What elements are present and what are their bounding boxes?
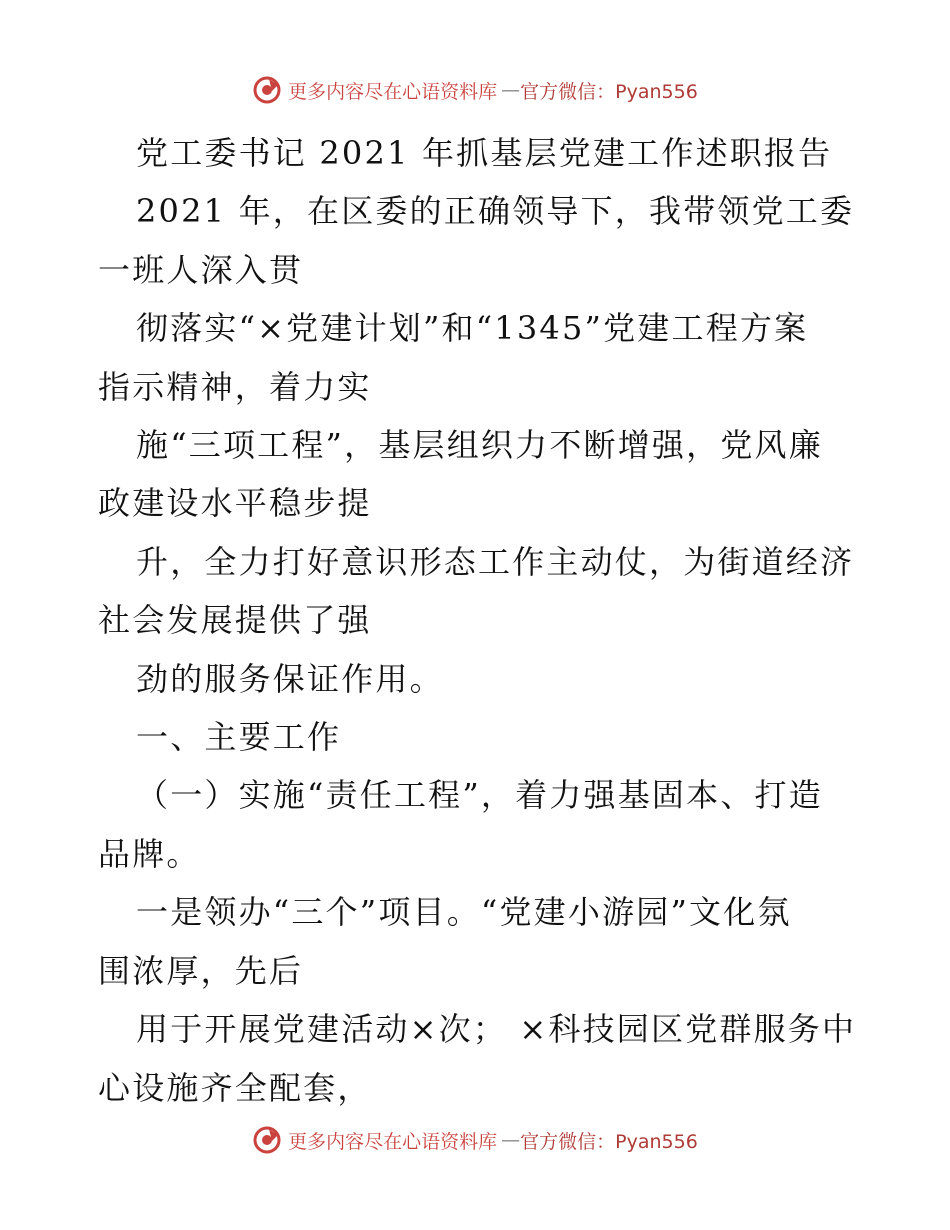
watermark-main-text: 更多内容尽在心语资料库: [288, 80, 498, 103]
section-heading: 一、主要工作: [136, 718, 342, 757]
watermark-banner-bottom: [0, 1120, 950, 1160]
brush-seal-logo-icon: [252, 75, 282, 105]
paragraph-line: 劲的服务保证作用。: [136, 659, 444, 698]
brush-seal-logo-icon: [252, 1125, 282, 1155]
paragraph-line: 用于开展党建活动×次； ×科技园区党群服务中: [136, 1010, 857, 1049]
paragraph-line: 一班人深入贯: [98, 250, 304, 289]
watermark-main-text: 更多内容尽在心语资料库: [288, 1130, 498, 1153]
paragraph-line: 升，全力打好意识形态工作主动仗，为街道经济: [136, 542, 855, 581]
paragraph-line: 围浓厚，先后: [98, 951, 304, 990]
paragraph-line: 社会发展提供了强: [98, 601, 372, 640]
paragraph-line: 2021 年，在区委的正确领导下，我带领党工委: [136, 192, 855, 231]
watermark-separator: —: [501, 79, 521, 101]
subsection-heading: （一）实施“责任工程”，着力强基固本、打造: [136, 776, 823, 815]
paragraph-line: 施“三项工程”，基层组织力不断增强，党风廉: [136, 426, 823, 465]
watermark-separator: —: [501, 1129, 521, 1151]
paragraph-line: 品牌。: [98, 834, 201, 873]
document-title: 党工委书记 2021 年抓基层党建工作述职报告: [136, 134, 833, 172]
document-body: [98, 124, 858, 1117]
paragraph-line: 彻落实“×党建计划”和“1345”党建工程方案: [136, 309, 809, 348]
paragraph-line: 政建设水平稳步提: [98, 484, 372, 523]
paragraph-line: 指示精神，着力实: [98, 367, 372, 406]
paragraph-line: 一是领办“三个”项目。“党建小游园”文化氛: [136, 893, 792, 932]
paragraph-line: 心设施齐全配套，: [98, 1068, 372, 1107]
watermark-banner-top: [0, 70, 950, 110]
watermark-wechat-text: 官方微信：Pyan556: [520, 1130, 698, 1153]
watermark-wechat-text: 官方微信：Pyan556: [520, 80, 698, 103]
